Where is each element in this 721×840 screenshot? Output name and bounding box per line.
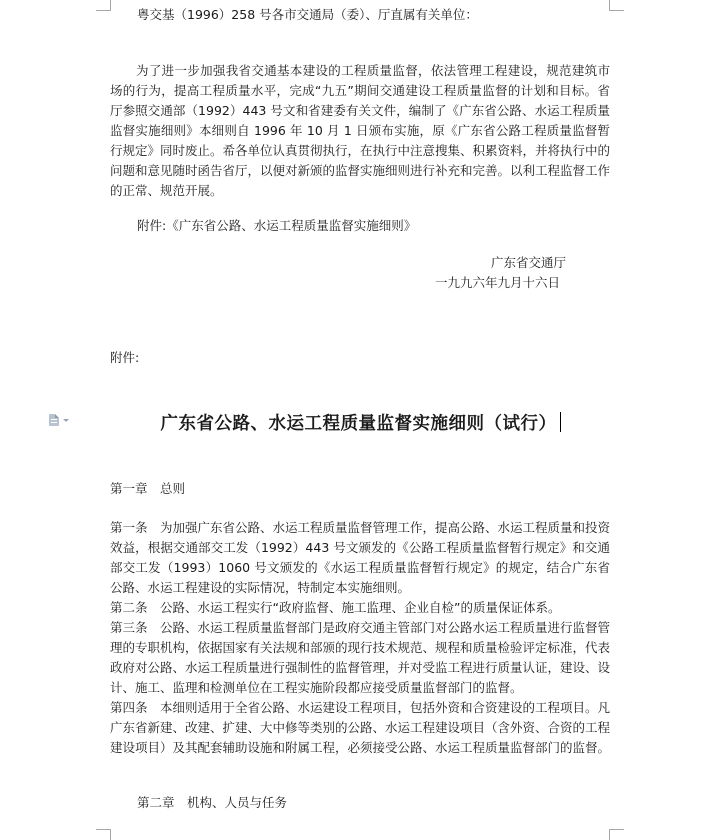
article-3: 第三条 公路、水运工程质量监督部门是政府交通主管部门对公路水运工程质量进行监督管理的专职机构，依据国家有关法规和部颁的现行技术规范、规程和质量检验评定标准，代表政府对公路、水运工程质量进行强制性的监督管理，并对受监工程进行质量认证，建设、设计、施工、监理和检测单位在工程实施阶段都应接受质量监督部门的监督。 [110, 620, 611, 695]
article-1: 第一条 为加强广东省公路、水运工程质量监督管理工作，提高公路、水运工程质量和投资效益，根据交通部交工发（1992）443 号文颁发的《公路工程质量监督暂行规定》和交通部交工发（1993）1060 号文颁发的《水运工程质量监督暂行规定》的规定，结合广东省公路、水运工程建设的实际情况，特制定本实施细则。 [110, 520, 611, 595]
signature-date: 一九九六年九月十六日 [435, 275, 561, 290]
crop-mark-top-right [609, 0, 624, 11]
articles-block [110, 518, 610, 758]
attachment-note: 附件:《广东省公路、水运工程质量监督实施细则》 [137, 218, 417, 233]
intro-paragraph-text: 为了进一步加强我省交通基本建设的工程质量监督，依法管理工程建设，规范建筑市场的行为，提高工程质量水平，完成“九五”期间交通建设工程质量监督的计划和目标。省厅参照交通部（1992）443 号文和省建委有关文件，编制了《广东省公路、水运工程质量监督实施细则》本细则自 1996 年 10 月 1 日颁布实施，原《广东省公路工程质量监督暂行规定》同时废止。希各单位认真贯彻执行，在执行中注意搜集、积累资料，并将执行中的问题和意见随时函告省厅，以便对新颁的监督实施细则进行补充和完善。以利工程监督工作的正常、规范开展。 [110, 63, 611, 198]
attachment-label: 附件: [110, 350, 140, 365]
text-cursor [560, 412, 561, 432]
chapter1-heading: 第一章 总则 [110, 481, 186, 496]
document-title[interactable] [0, 410, 721, 435]
article-4: 第四条 本细则适用于全省公路、水运建设工程项目，包括外资和合资建设的工程项目。凡广东省新建、改建、扩建、大中修等类别的公路、水运工程建设项目（含外资、合资的工程建设项目）及其配套辅助设施和附属工程，必须接受公路、水运工程质量监督部门的监督。 [110, 700, 611, 755]
crop-mark-bottom-right [609, 829, 624, 840]
document-title-text: 广东省公路、水运工程质量监督实施细则（试行） [160, 414, 557, 434]
header-line: 粤交基（1996）258 号各市交通局（委）、厅直属有关单位： [137, 7, 478, 22]
intro-paragraph [110, 61, 610, 201]
article-2: 第二条 公路、水运工程实行“政府监督、施工监理、企业自检”的质量保证体系。 [110, 600, 561, 615]
crop-mark-bottom-left [96, 829, 111, 840]
signature-org: 广东省交通厅 [491, 255, 567, 270]
chapter2-heading: 第二章 机构、人员与任务 [137, 795, 288, 810]
crop-mark-top-left [96, 0, 111, 11]
